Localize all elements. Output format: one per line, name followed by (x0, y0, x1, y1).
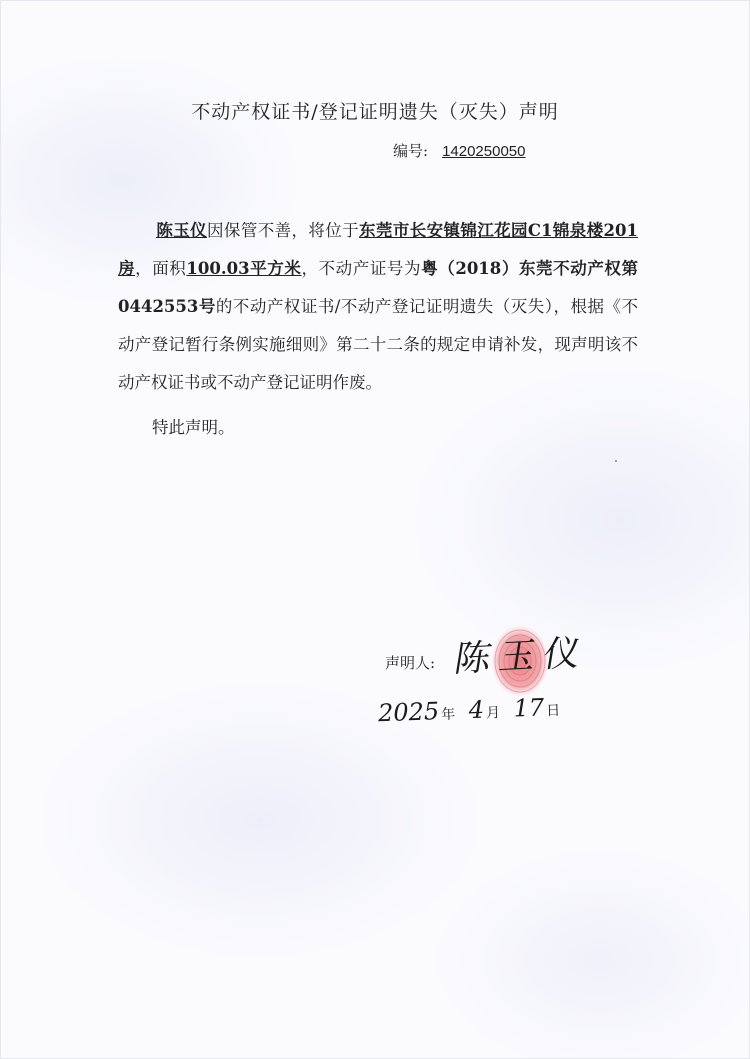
date-year-unit: 年 (440, 706, 456, 724)
declarant-name: 陈玉仪 (156, 221, 208, 240)
date-day-unit: 日 (546, 702, 561, 720)
property-address: 东莞市长安镇锦江花园C1锦泉楼201房 (118, 221, 638, 278)
date-month: 4 (468, 695, 485, 725)
body-text-3: ，不动产证号为 (301, 259, 422, 278)
certificate-number: 粤（2018）东莞不动产权第0442553号 (118, 259, 639, 316)
scan-speck (615, 460, 617, 462)
document-number (393, 140, 526, 161)
declaration-body (118, 212, 638, 402)
number-value: 1420250050 (442, 143, 526, 160)
date-day: 17 (513, 693, 545, 723)
number-label: 编号: (393, 142, 429, 160)
declarant-label: 声明人: (385, 654, 436, 672)
property-area: 100.03平方米 (186, 259, 302, 278)
handwritten-signature: 陈玉仪 (451, 632, 592, 681)
date-month-unit: 月 (485, 705, 501, 722)
body-text-1: 因保管不善，将位于 (207, 221, 360, 240)
document-title: 不动产权证书/登记证明遗失（灭失）声明 (191, 101, 559, 123)
signature-date (378, 693, 567, 728)
body-text-2: ，面积 (135, 259, 187, 278)
body-text-4: 的不动产权证书/不动产登记证明遗失（灭失），根据《不动产登记暂行条例实施细则》第二十二条的规定申请补发，现声明该不动产权证书或不动产登记证明作废。 (118, 297, 638, 392)
closing-statement: 特此声明。 (152, 418, 235, 437)
date-year: 2025 (377, 697, 440, 728)
